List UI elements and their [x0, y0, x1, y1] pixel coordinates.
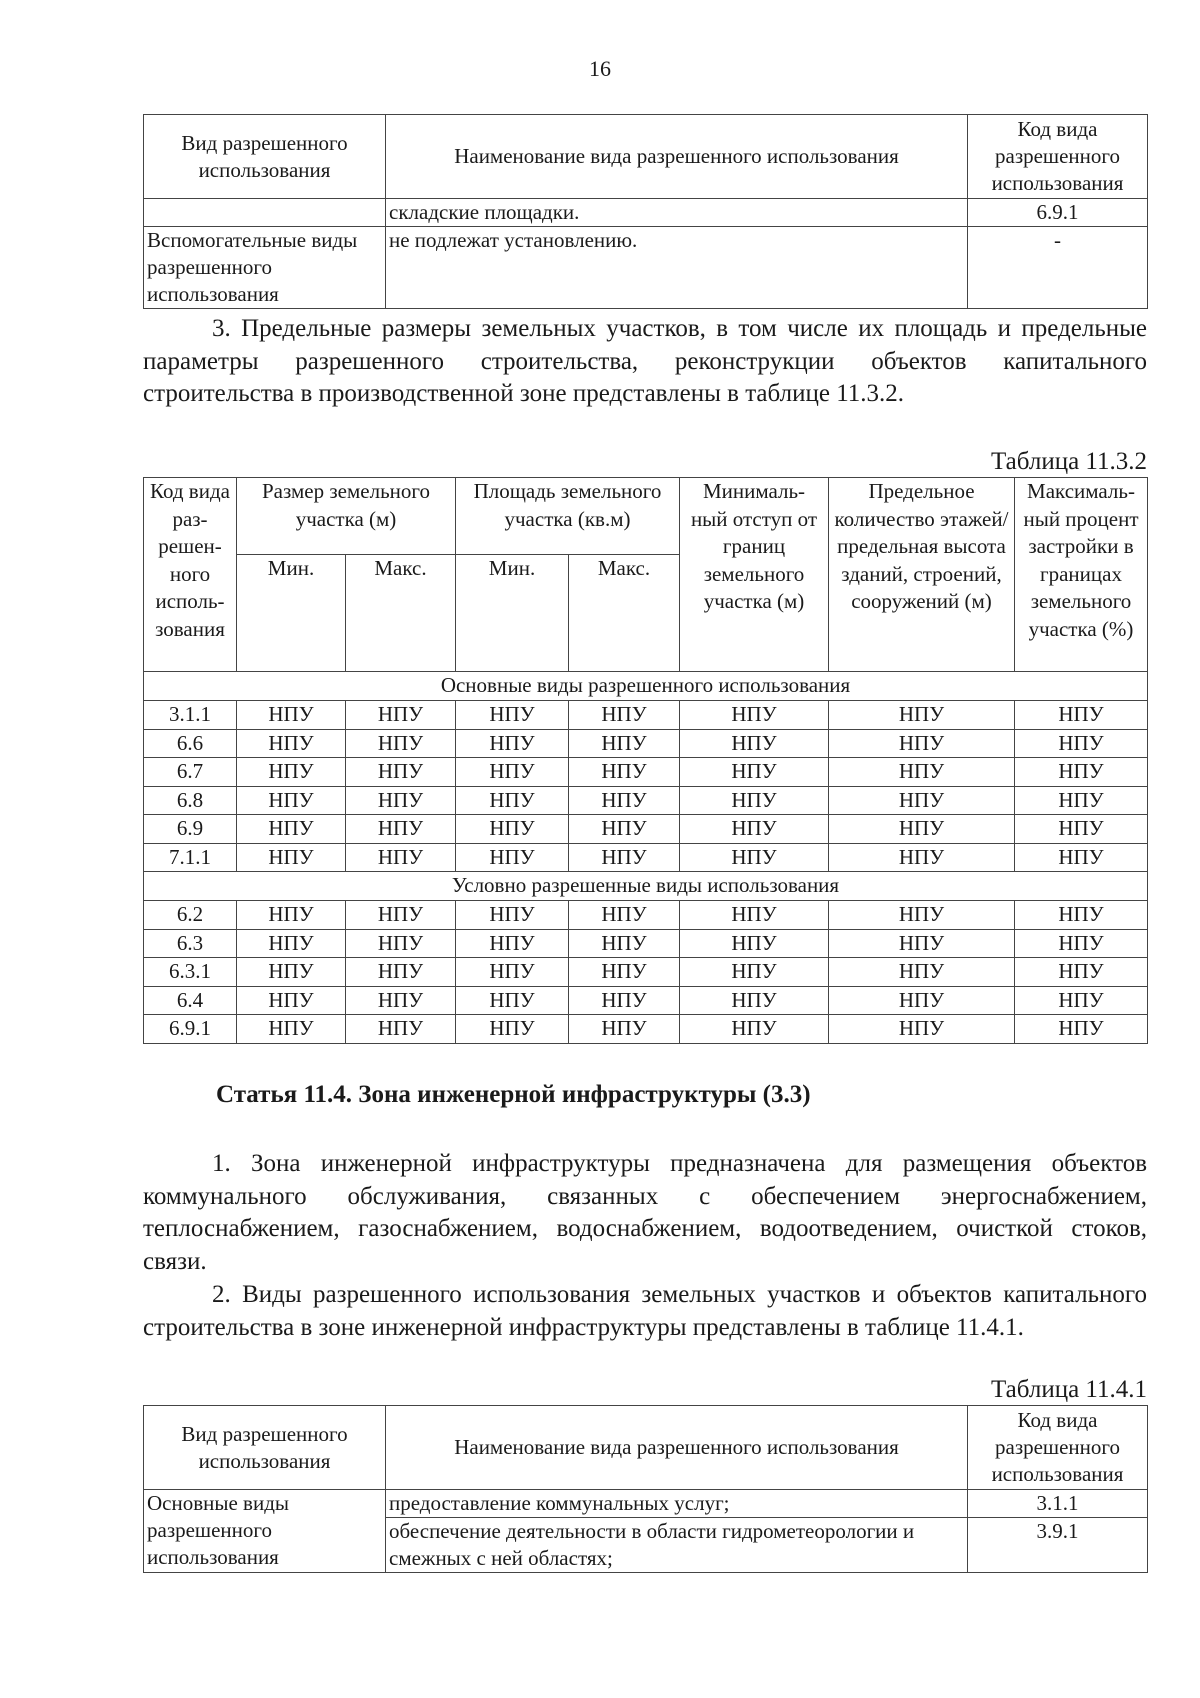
- table-row: [144, 929, 1148, 958]
- cell-value: НПУ: [829, 815, 1015, 844]
- cell-value: НПУ: [237, 729, 346, 758]
- table-caption-11-4-1: Таблица 11.4.1: [991, 1376, 1147, 1403]
- cell-value: НПУ: [1015, 758, 1148, 787]
- header-size-max: Макс.: [346, 555, 456, 672]
- cell-value: НПУ: [680, 843, 829, 872]
- cell-value: НПУ: [569, 1015, 680, 1044]
- cell-value: НПУ: [237, 758, 346, 787]
- header-size-min: Мин.: [237, 555, 346, 672]
- section-row: [144, 672, 1148, 701]
- cell-value: НПУ: [829, 958, 1015, 987]
- cell-code: 7.1.1: [144, 843, 237, 872]
- cell-value: НПУ: [1015, 729, 1148, 758]
- table-caption-11-3-2: Таблица 11.3.2: [991, 448, 1147, 475]
- cell-value: НПУ: [569, 958, 680, 987]
- table-row: [144, 1490, 1148, 1518]
- cell-value: НПУ: [829, 901, 1015, 930]
- cell-value: НПУ: [237, 786, 346, 815]
- header-setback: Минималь- ный отступ от границ земельного участка (м): [680, 478, 829, 672]
- cell-value: НПУ: [346, 729, 456, 758]
- table-row: [144, 758, 1148, 787]
- table-row: [144, 701, 1148, 730]
- cell-value: НПУ: [680, 729, 829, 758]
- cell-value: НПУ: [680, 815, 829, 844]
- cell-value: НПУ: [680, 1015, 829, 1044]
- cell-value: НПУ: [569, 786, 680, 815]
- cell-value: НПУ: [456, 843, 569, 872]
- table-header-row: [144, 115, 1148, 199]
- cell-code: 6.8: [144, 786, 237, 815]
- paragraph-zone-purpose: 1. Зона инженерной инфраструктуры предназначена для размещения объектов коммунального обслуживания, связанных с обеспечением энергоснабжением, теплоснабжением, газоснабжением, водоснабжением, водоотведением, очисткой стоков, связи.: [143, 1150, 1147, 1275]
- cell-value: НПУ: [346, 701, 456, 730]
- table-row: [144, 986, 1148, 1015]
- section-row: [144, 872, 1148, 901]
- cell-value: НПУ: [569, 815, 680, 844]
- cell-value: НПУ: [569, 758, 680, 787]
- cell-value: НПУ: [829, 986, 1015, 1015]
- table-row: [144, 901, 1148, 930]
- table-row: [144, 227, 1148, 309]
- header-code: Код вида разрешенного использования: [968, 115, 1148, 199]
- cell-kind: Основные виды разрешенного использования: [144, 1490, 386, 1573]
- cell-value: НПУ: [829, 786, 1015, 815]
- cell-value: НПУ: [237, 815, 346, 844]
- section-title: Основные виды разрешенного использования: [144, 672, 1148, 701]
- cell-code: 6.9.1: [144, 1015, 237, 1044]
- cell-value: НПУ: [237, 958, 346, 987]
- paragraph-limits: 3. Предельные размеры земельных участков, в том числе их площадь и предельные параметры разрешенного строительства, реконструкции объектов капитального строительства в производственной зоне представлены в таблице 11.3.2.: [143, 315, 1147, 407]
- table-11-3-2: [143, 477, 1148, 1044]
- cell-value: НПУ: [456, 729, 569, 758]
- cell-value: НПУ: [1015, 929, 1148, 958]
- cell-value: НПУ: [237, 843, 346, 872]
- cell-value: НПУ: [1015, 701, 1148, 730]
- cell-value: НПУ: [1015, 1015, 1148, 1044]
- cell-code: 6.9.1: [968, 199, 1148, 227]
- header-area-min: Мин.: [456, 555, 569, 672]
- cell-value: НПУ: [1015, 815, 1148, 844]
- table-row: [144, 729, 1148, 758]
- cell-code: -: [968, 227, 1148, 309]
- cell-code: 6.7: [144, 758, 237, 787]
- cell-value: НПУ: [346, 958, 456, 987]
- cell-code: 6.2: [144, 901, 237, 930]
- cell-value: НПУ: [569, 929, 680, 958]
- cell-value: НПУ: [456, 701, 569, 730]
- cell-value: НПУ: [346, 929, 456, 958]
- table-row: [144, 843, 1148, 872]
- cell-code: 3.1.1: [968, 1490, 1148, 1518]
- cell-value: НПУ: [237, 929, 346, 958]
- table-header-row: [144, 1406, 1148, 1490]
- section-title: Условно разрешенные виды использования: [144, 872, 1148, 901]
- cell-value: НПУ: [346, 758, 456, 787]
- cell-value: НПУ: [1015, 786, 1148, 815]
- header-area-max: Макс.: [569, 555, 680, 672]
- table-row: [144, 786, 1148, 815]
- article-heading: Статья 11.4. Зона инженерной инфраструктуры (3.3): [216, 1081, 811, 1108]
- cell-value: НПУ: [1015, 843, 1148, 872]
- cell-value: НПУ: [829, 843, 1015, 872]
- cell-value: НПУ: [346, 815, 456, 844]
- cell-value: НПУ: [680, 701, 829, 730]
- cell-kind: Вспомогательные виды разрешенного использования: [144, 227, 386, 309]
- cell-value: НПУ: [680, 929, 829, 958]
- table-11-4-1: [143, 1405, 1148, 1573]
- page-number: 16: [589, 56, 611, 81]
- cell-value: НПУ: [680, 958, 829, 987]
- cell-value: НПУ: [456, 986, 569, 1015]
- cell-value: НПУ: [680, 786, 829, 815]
- cell-code: 3.1.1: [144, 701, 237, 730]
- cell-value: НПУ: [456, 815, 569, 844]
- cell-name: не подлежат установлению.: [386, 227, 968, 309]
- cell-value: НПУ: [346, 786, 456, 815]
- cell-value: НПУ: [1015, 958, 1148, 987]
- cell-value: НПУ: [829, 701, 1015, 730]
- table-row: [144, 815, 1148, 844]
- cell-code: 3.9.1: [968, 1518, 1148, 1573]
- paragraph-zone-table-ref: 2. Виды разрешенного использования земельных участков и объектов капитального строительства в зоне инженерной инфраструктуры представлены в таблице 11.4.1.: [143, 1281, 1147, 1341]
- header-code: Код вида раз- решен- ного исполь- зования: [144, 478, 237, 672]
- table-body: [144, 672, 1148, 1044]
- table-header-row: [144, 478, 1148, 555]
- cell-value: НПУ: [456, 901, 569, 930]
- table-row: [144, 199, 1148, 227]
- cell-value: НПУ: [680, 758, 829, 787]
- cell-value: НПУ: [569, 843, 680, 872]
- cell-value: НПУ: [237, 901, 346, 930]
- cell-value: НПУ: [456, 929, 569, 958]
- table-row: [144, 958, 1148, 987]
- table-continuation: [143, 114, 1148, 309]
- cell-code: 6.4: [144, 986, 237, 1015]
- cell-value: НПУ: [237, 986, 346, 1015]
- cell-value: НПУ: [829, 729, 1015, 758]
- cell-value: НПУ: [829, 1015, 1015, 1044]
- cell-value: НПУ: [346, 843, 456, 872]
- header-floors: Предельное количество этажей/ предельная высота зданий, строений, сооружений (м): [829, 478, 1015, 672]
- cell-value: НПУ: [569, 729, 680, 758]
- cell-value: НПУ: [237, 701, 346, 730]
- cell-name: складские площадки.: [386, 199, 968, 227]
- cell-value: НПУ: [569, 986, 680, 1015]
- cell-value: НПУ: [829, 929, 1015, 958]
- cell-value: НПУ: [680, 901, 829, 930]
- header-kind: Вид разрешенного использования: [144, 115, 386, 199]
- table-row: [144, 1015, 1148, 1044]
- cell-kind: [144, 199, 386, 227]
- header-name: Наименование вида разрешенного использования: [386, 1406, 968, 1490]
- cell-name: предоставление коммунальных услуг;: [386, 1490, 968, 1518]
- header-percent: Максималь- ный процент застройки в границах земельного участка (%): [1015, 478, 1148, 672]
- header-code: Код вида разрешенного использования: [968, 1406, 1148, 1490]
- cell-code: 6.9: [144, 815, 237, 844]
- cell-code: 6.6: [144, 729, 237, 758]
- cell-value: НПУ: [456, 958, 569, 987]
- cell-value: НПУ: [569, 901, 680, 930]
- cell-value: НПУ: [456, 758, 569, 787]
- header-area: Площадь земельного участка (кв.м): [456, 478, 680, 555]
- cell-value: НПУ: [1015, 901, 1148, 930]
- cell-value: НПУ: [680, 986, 829, 1015]
- cell-value: НПУ: [456, 786, 569, 815]
- cell-value: НПУ: [346, 986, 456, 1015]
- cell-value: НПУ: [569, 701, 680, 730]
- cell-value: НПУ: [237, 1015, 346, 1044]
- cell-value: НПУ: [346, 1015, 456, 1044]
- header-size: Размер земельного участка (м): [237, 478, 456, 555]
- cell-name: обеспечение деятельности в области гидрометеорологии и смежных с ней областях;: [386, 1518, 968, 1573]
- header-kind: Вид разрешенного использования: [144, 1406, 386, 1490]
- cell-value: НПУ: [456, 1015, 569, 1044]
- cell-value: НПУ: [829, 758, 1015, 787]
- cell-value: НПУ: [1015, 986, 1148, 1015]
- cell-value: НПУ: [346, 901, 456, 930]
- cell-code: 6.3.1: [144, 958, 237, 987]
- cell-code: 6.3: [144, 929, 237, 958]
- header-name: Наименование вида разрешенного использования: [386, 115, 968, 199]
